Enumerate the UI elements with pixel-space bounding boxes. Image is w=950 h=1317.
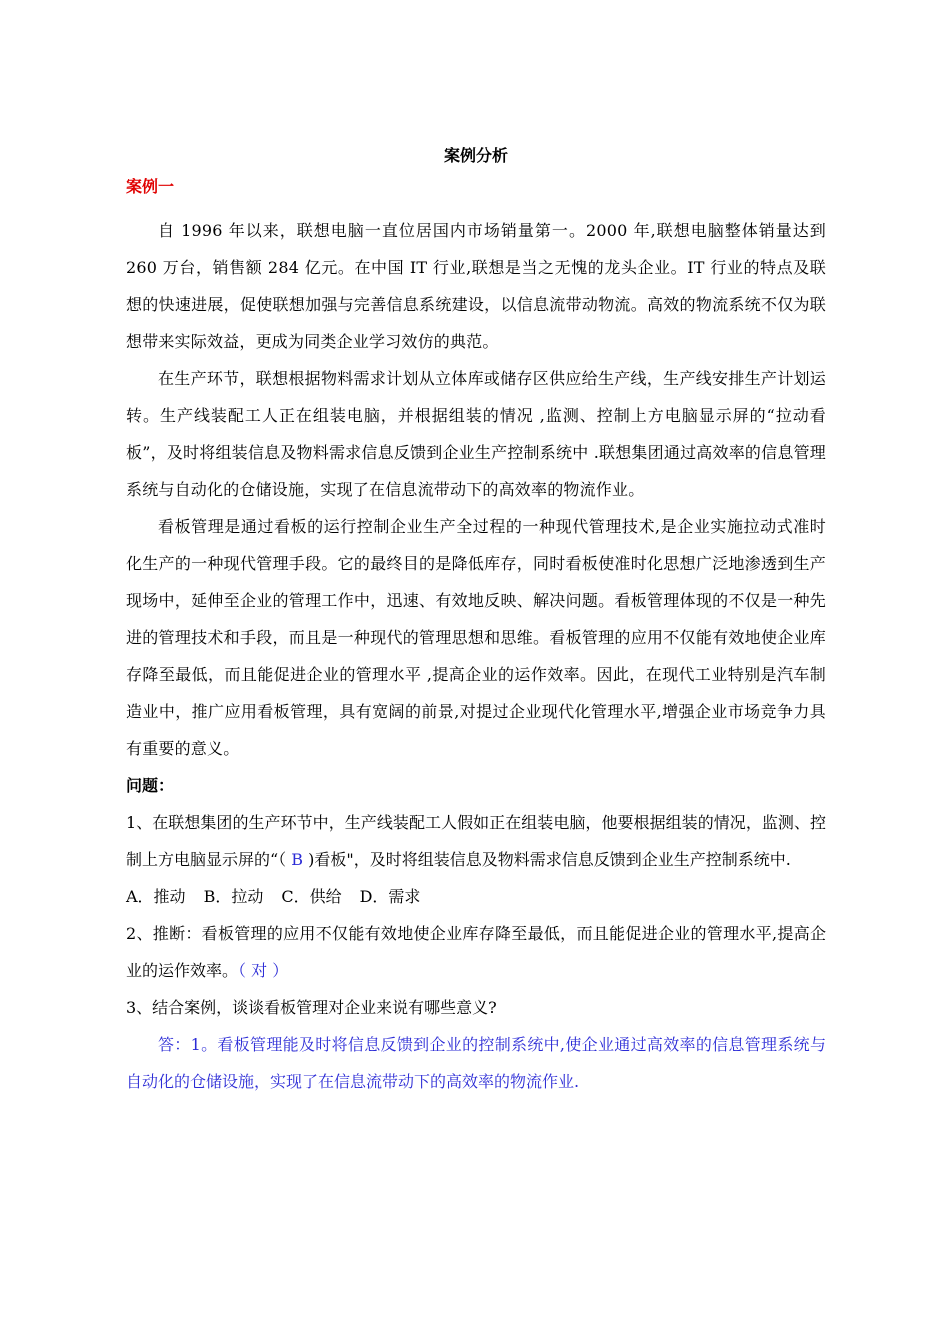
case-heading: 案例一 — [126, 177, 175, 196]
question-1-answer: B — [286, 850, 309, 869]
option-a: A．推动 — [126, 887, 186, 906]
document-title: 案例分析 — [443, 146, 508, 165]
case-paragraph-2: 在生产环节，联想根据物料需求计划从立体库或储存区供应给生产线，生产线安排生产计划运转。生产线装配工人正在组装电脑，并根据组装的情况 ,监测、控制上方电脑显示屏的“拉动看板”，及时将组装信息及物料需求信息反馈到企业生产控制系统中 .联想集团通过高效率的信息管理系统与自动化的仓储设施，实现了在信息流带动下的高效率的物流作业。 — [126, 369, 826, 499]
option-b: B．拉动 — [203, 887, 264, 906]
questions-label: 问题： — [126, 776, 175, 795]
question-1-text-after: )看板"，及时将组装信息及物料需求信息反馈到企业生产控制系统中. — [308, 850, 791, 869]
case-paragraph-3: 看板管理是通过看板的运行控制企业生产全过程的一种现代管理技术,是企业实施拉动式准时化生产的一种现代管理手段。它的最终目的是降低库存，同时看板使准时化思想广泛地渗透到生产现场中，延伸至企业的管理工作中，迅速、有效地反映、解决问题。看板管理体现的不仅是一种先进的管理技术和手段，而且是一种现代的管理思想和思维。看板管理的应用不仅能有效地使企业库存降至最低，而且能促进企业的管理水平 ,提高企业的运作效率。因此，在现代工业特别是汽车制造业中，推广应用看板管理，具有宽阔的前景,对提过企业现代化管理水平,增强企业市场竞争力具有重要的意义。 — [126, 517, 826, 758]
question-2-answer: （ 对 ） — [238, 961, 289, 980]
question-2-text: 2、推断：看板管理的应用不仅能有效地使企业库存降至最低，而且能促进企业的管理水平,提高企业的运作效率。 — [126, 924, 826, 980]
question-1-options — [126, 878, 826, 915]
answer-3: 答：1。看板管理能及时将信息反馈到企业的控制系统中,使企业通过高效率的信息管理系统与自动化的仓储设施，实现了在信息流带动下的高效率的物流作业. — [126, 1035, 826, 1091]
case-paragraph-1: 自 1996 年以来，联想电脑一直位居国内市场销量第一。2000 年,联想电脑整体销量达到 260 万台，销售额 284 亿元。在中国 IT 行业,联想是当之无愧的龙头企业。IT 行业的特点及联想的快速进展，促使联想加强与完善信息系统建设，以信息流带动物流。高效的物流系统不仅为联想带来实际效益，更成为同类企业学习效仿的典范。 — [126, 221, 826, 351]
option-c: C．供给 — [281, 887, 342, 906]
question-3: 3、结合案例，谈谈看板管理对企业来说有哪些意义? — [126, 998, 497, 1017]
document-body — [126, 140, 826, 1100]
question-1 — [126, 804, 826, 878]
question-2 — [126, 915, 826, 989]
option-d: D．需求 — [359, 887, 421, 906]
question-1-text-before: 1、在联想集团的生产环节中，生产线装配工人假如正在组装电脑，他要根据组装的情况，监测、控制上方电脑显示屏的“（ — [126, 813, 826, 869]
